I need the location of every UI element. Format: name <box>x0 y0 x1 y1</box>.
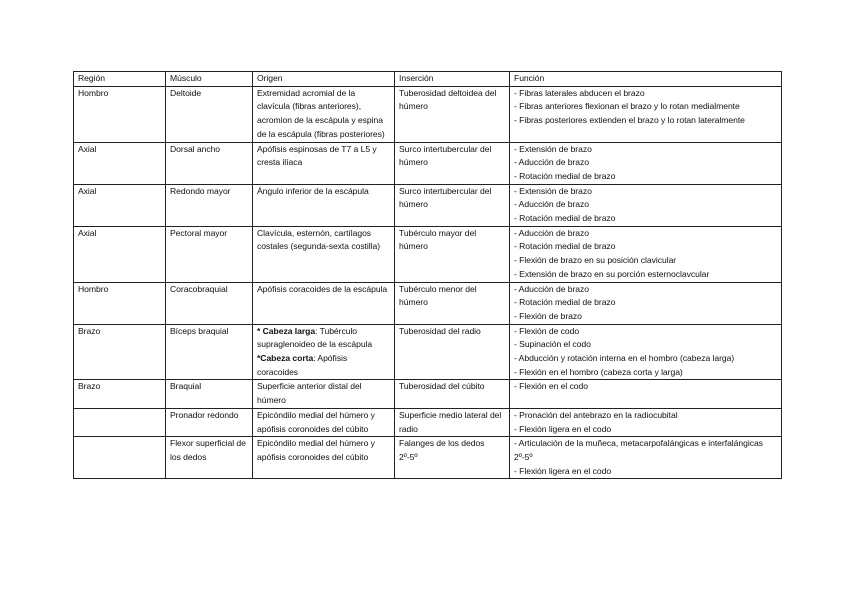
function-item: - Aducción de brazo <box>514 199 590 210</box>
function-item: - Flexión ligera en el codo <box>514 465 612 476</box>
cell-origin: Apófisis coracoides de la escápula <box>253 282 395 324</box>
function-item: - Fibras anteriores flexionan el brazo y lo rotan medialmente <box>514 101 740 112</box>
table-row <box>74 184 782 226</box>
cell-muscle: Redondo mayor <box>166 184 253 226</box>
header-region: Región <box>74 72 166 87</box>
cell-origin <box>253 324 395 380</box>
function-item: - Flexión de brazo en su posición clavicular <box>514 255 677 266</box>
table-row <box>74 380 782 408</box>
origin-short-head <box>257 352 390 379</box>
cell-insertion: Tubérculo mayor del húmero <box>395 226 510 282</box>
header-origin: Origen <box>253 72 395 87</box>
function-item: - Flexión en el hombro (cabeza corta y larga) <box>514 366 683 377</box>
cell-insertion: Falanges de los dedos 2º-5º <box>395 437 510 479</box>
cell-muscle: Braquial <box>166 380 253 408</box>
cell-region: Hombro <box>74 282 166 324</box>
origin-short-head-label: *Cabeza corta <box>257 353 314 364</box>
cell-region: Axial <box>74 184 166 226</box>
function-item: - Flexión de codo <box>514 325 580 336</box>
cell-muscle: Pronador redondo <box>166 408 253 436</box>
cell-insertion: Surco intertubercular del húmero <box>395 142 510 184</box>
cell-function <box>510 437 782 479</box>
table-row <box>74 282 782 324</box>
origin-long-head-label: * Cabeza larga <box>257 325 316 336</box>
cell-muscle: Bíceps braquial <box>166 324 253 380</box>
function-item: - Supinación el codo <box>514 339 591 350</box>
function-item: - Rotación medial de brazo <box>514 170 616 181</box>
cell-origin: Apófisis espinosas de T7 a L5 y cresta ilíaca <box>253 142 395 184</box>
cell-insertion: Tuberosidad del radio <box>395 324 510 380</box>
function-item: - Articulación de la muñeca, metacarpofalángicas e interfalángicas 2º-5º <box>514 438 763 462</box>
table-row <box>74 437 782 479</box>
table-row <box>74 86 782 142</box>
cell-function <box>510 226 782 282</box>
function-item: - Rotación medial de brazo <box>514 213 616 224</box>
table-row <box>74 226 782 282</box>
header-insertion: Inserción <box>395 72 510 87</box>
cell-origin: Epicóndilo medial del húmero y apófisis coronoides del cúbito <box>253 408 395 436</box>
cell-function <box>510 184 782 226</box>
cell-insertion: Tuberosidad deltoidea del húmero <box>395 86 510 142</box>
function-item: - Flexión de brazo <box>514 310 582 321</box>
cell-function <box>510 408 782 436</box>
cell-muscle: Coracobraquial <box>166 282 253 324</box>
table-row <box>74 408 782 436</box>
muscle-table <box>73 71 782 479</box>
header-muscle: Músculo <box>166 72 253 87</box>
function-item: - Aducción de brazo <box>514 283 590 294</box>
cell-origin: Superficie anterior distal del húmero <box>253 380 395 408</box>
header-function: Función <box>510 72 782 87</box>
function-item: - Flexión ligera en el codo <box>514 423 612 434</box>
function-item: - Rotación medial de brazo <box>514 297 616 308</box>
cell-region <box>74 408 166 436</box>
cell-insertion: Tuberosidad del cúbito <box>395 380 510 408</box>
cell-origin: Ángulo inferior de la escápula <box>253 184 395 226</box>
cell-muscle: Flexor superficial de los dedos <box>166 437 253 479</box>
cell-region: Axial <box>74 226 166 282</box>
cell-region <box>74 437 166 479</box>
cell-function <box>510 324 782 380</box>
function-item: - Extensión de brazo <box>514 185 592 196</box>
function-item: - Aducción de brazo <box>514 157 590 168</box>
cell-region: Axial <box>74 142 166 184</box>
function-item: - Fibras laterales abducen el brazo <box>514 87 645 98</box>
cell-function <box>510 86 782 142</box>
function-item: - Aducción de brazo <box>514 227 590 238</box>
header-row <box>74 72 782 87</box>
function-item: - Fibras posteriores extienden el brazo y lo rotan lateralmente <box>514 115 745 126</box>
cell-origin: Epicóndilo medial del húmero y apófisis coronoides del cúbito <box>253 437 395 479</box>
cell-insertion: Surco intertubercular del húmero <box>395 184 510 226</box>
cell-function <box>510 282 782 324</box>
function-item: - Flexión en el codo <box>514 381 588 392</box>
origin-short-head-text: : Apófisis coracoides <box>257 353 348 377</box>
cell-function <box>510 380 782 408</box>
function-item: - Extensión de brazo <box>514 143 592 154</box>
cell-muscle: Deltoide <box>166 86 253 142</box>
cell-muscle: Pectoral mayor <box>166 226 253 282</box>
cell-function <box>510 142 782 184</box>
function-item: - Abducción y rotación interna en el hombro (cabeza larga) <box>514 353 735 364</box>
cell-insertion: Tubérculo menor del húmero <box>395 282 510 324</box>
table-row <box>74 324 782 380</box>
cell-region: Hombro <box>74 86 166 142</box>
cell-origin: Extremidad acromial de la clavícula (fibras anteriores), acromion de la escápula y espina de la escápula (fibras posteriores) <box>253 86 395 142</box>
cell-origin: Clavícula, esternón, cartílagos costales (segunda-sexta costilla) <box>253 226 395 282</box>
cell-insertion: Superficie medio lateral del radio <box>395 408 510 436</box>
function-item: - Pronación del antebrazo en la radiocubital <box>514 409 678 420</box>
cell-region: Brazo <box>74 380 166 408</box>
origin-long-head-text: : Tubérculo supraglenoideo de la escápula <box>257 325 373 350</box>
function-item: - Extensión de brazo en su porción esternoclavcular <box>514 268 710 279</box>
table-row <box>74 142 782 184</box>
cell-region: Brazo <box>74 324 166 380</box>
cell-muscle: Dorsal ancho <box>166 142 253 184</box>
function-item: - Rotación medial de brazo <box>514 241 616 252</box>
